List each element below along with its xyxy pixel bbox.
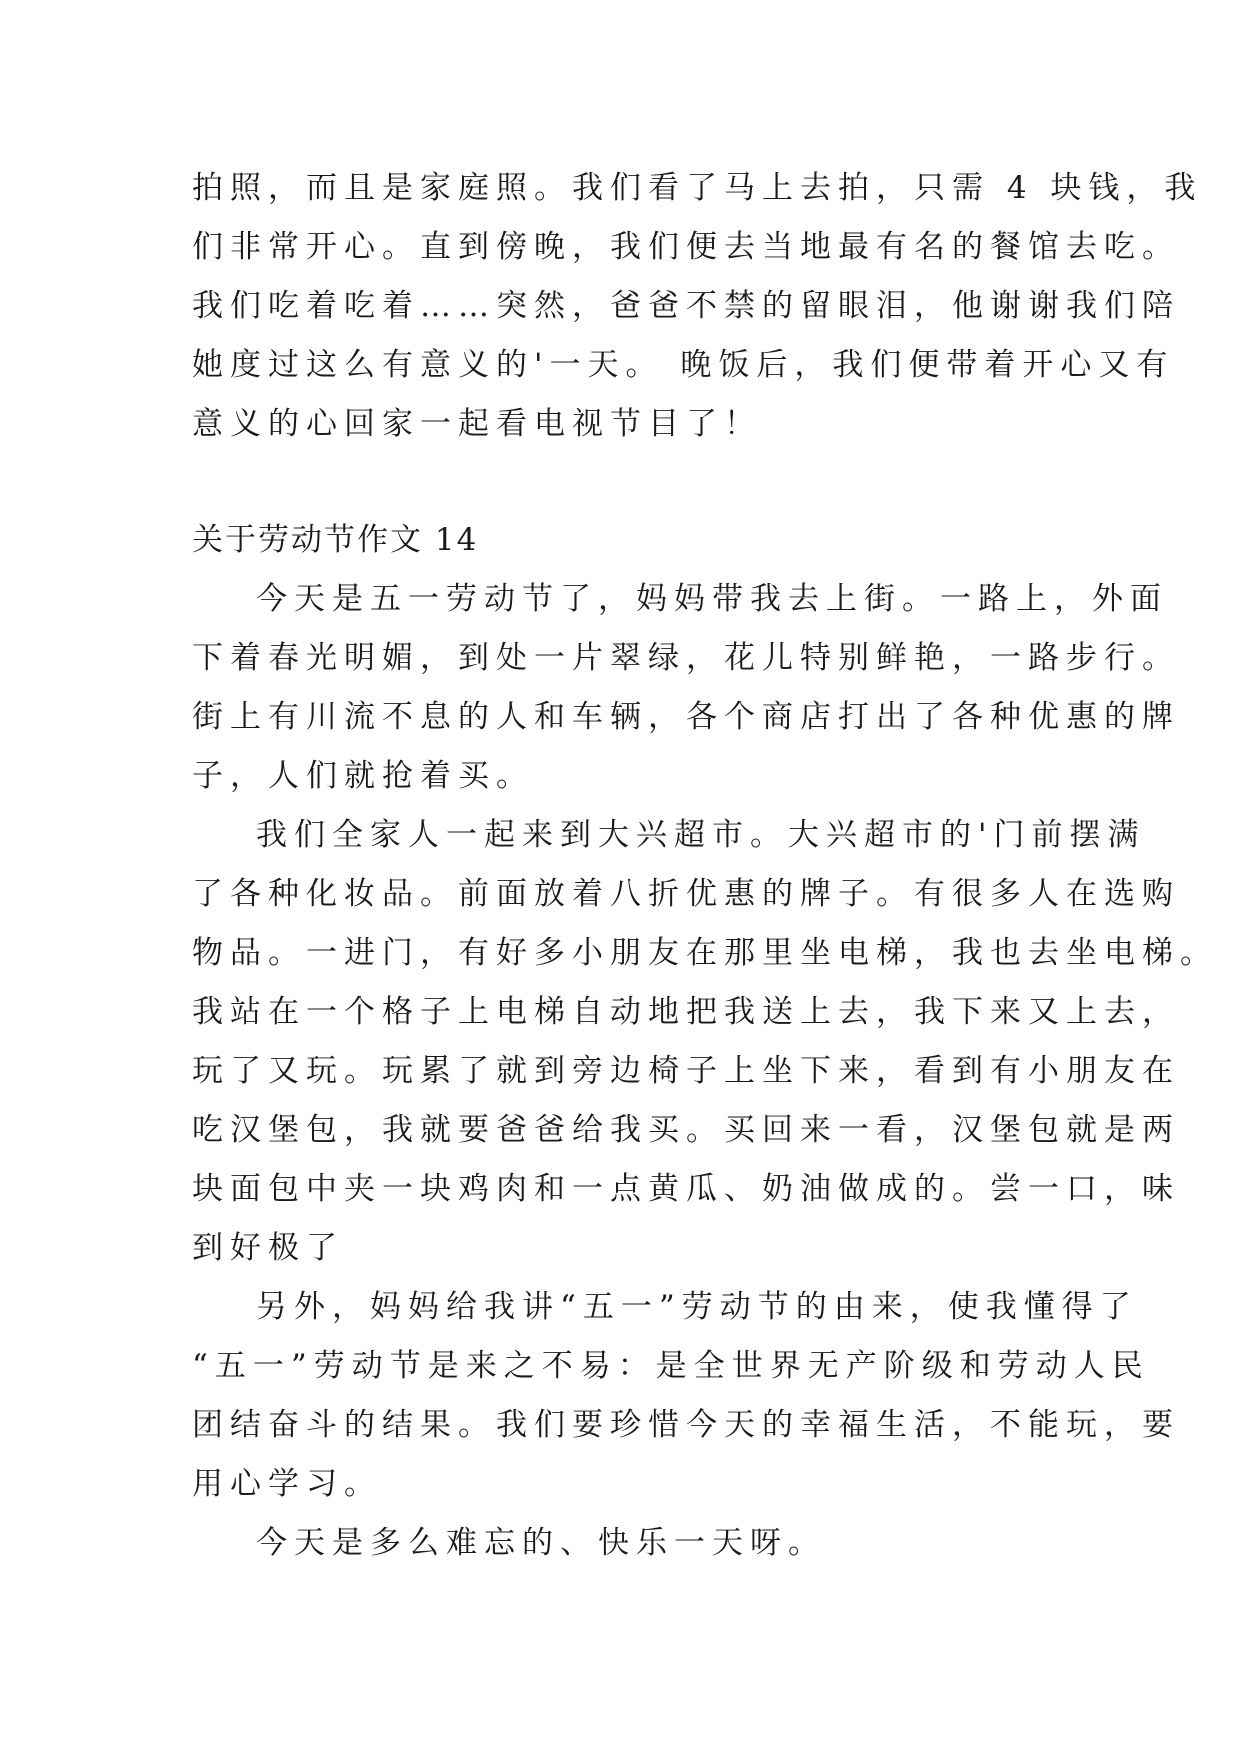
text-line: “五一”劳动节是来之不易：是全世界无产阶级和劳动人民 [192,1348,1150,1384]
text-line: 用心学习。 [192,1466,382,1502]
text-line: 拍照，而且是家庭照。我们看了马上去拍，只需 4 块钱，我 [192,170,1203,206]
text-line: 块面包中夹一块鸡肉和一点黄瓜、奶油做成的。尝一口，味 [192,1171,1180,1207]
text-line: 另外，妈妈给我讲“五一”劳动节的由来，使我懂得了 [256,1289,1138,1325]
text-line: 今天是五一劳动节了，妈妈带我去上街。一路上，外面 [256,581,1168,617]
text-line: 我们吃着吃着……突然，爸爸不禁的留眼泪，他谢谢我们陪 [192,288,1180,324]
text-line: 子，人们就抢着买。 [192,758,534,794]
text-line: 我们全家人一起来到大兴超市。大兴超市的'门前摆满 [256,817,1146,853]
text-line: 她度过这么有意义的'一天。 晚饭后，我们便带着开心又有 [192,347,1175,383]
text-line: 物品。一进门，有好多小朋友在那里坐电梯，我也去坐电梯。 [192,935,1218,971]
text-line: 了各种化妆品。前面放着八折优惠的牌子。有很多人在选购 [192,876,1180,912]
text-line: 团结奋斗的结果。我们要珍惜今天的幸福生活，不能玩，要 [192,1407,1180,1443]
text-line: 意义的心回家一起看电视节目了！ [192,406,762,442]
text-line: 玩了又玩。玩累了就到旁边椅子上坐下来，看到有小朋友在 [192,1053,1180,1089]
text-line: 们非常开心。直到傍晚，我们便去当地最有名的餐馆去吃。 [192,229,1180,265]
text-line: 到好极了 [192,1230,344,1266]
text-line: 今天是多么难忘的、快乐一天呀。 [256,1525,826,1561]
text-line: 我站在一个格子上电梯自动地把我送上去，我下来又上去， [192,994,1180,1030]
section-heading: 关于劳动节作文 14 [192,522,479,558]
text-line: 下着春光明媚，到处一片翠绿，花儿特别鲜艳，一路步行。 [192,640,1180,676]
text-line: 街上有川流不息的人和车辆，各个商店打出了各种优惠的牌 [192,699,1180,735]
text-line: 吃汉堡包，我就要爸爸给我买。买回来一看，汉堡包就是两 [192,1112,1180,1148]
